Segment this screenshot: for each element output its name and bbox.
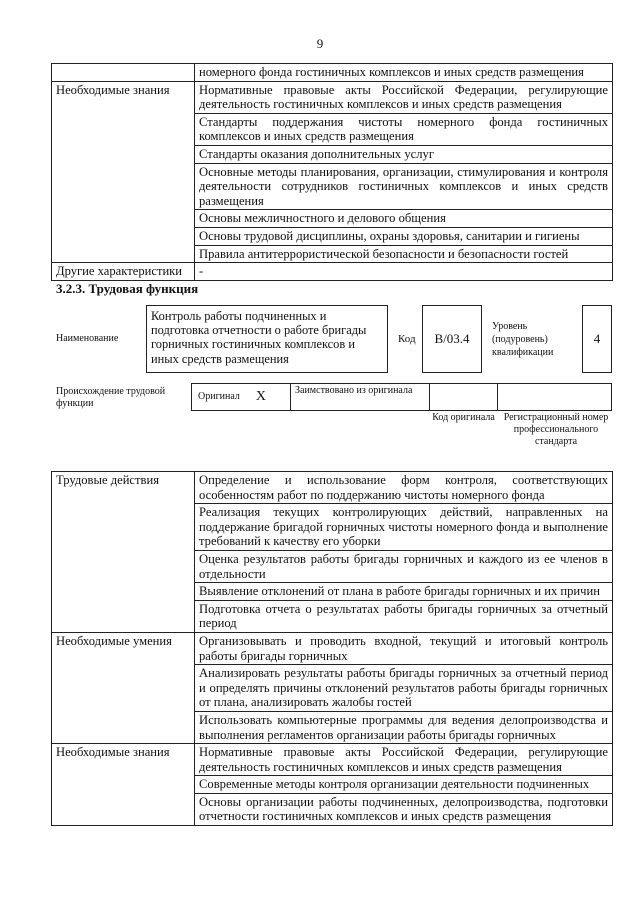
table-row: [52, 472, 613, 504]
row-item: Стандарты оказания дополнительных услуг: [195, 145, 613, 163]
code-caption: Код оригинала: [432, 412, 495, 423]
function-name-box: Контроль работы подчиненных и подготовка отчетности о работе бригады горничных гостиничных комплексов и иных средств размещения: [146, 305, 388, 373]
origin-label: Происхождение трудовой функции: [56, 386, 166, 409]
row-item: Оценка результатов работы бригады горничных и каждого из ее членов в отдельности: [195, 550, 613, 582]
function-code-box: B/03.4: [422, 305, 482, 373]
table-row: [52, 744, 613, 776]
level-box: 4: [582, 305, 612, 373]
original-mark: X: [255, 389, 267, 404]
row-item: Анализировать результаты работы бригады горничных за отчетный период и определять причины отклонений результатов работы бригады горничных от плана, анализировать жалобы гостей: [195, 665, 613, 712]
row-category: Необходимые умения: [52, 632, 195, 743]
row-item: Основные методы планирования, организации, стимулирования и контроля деятельности сотрудников гостиничных комплексов и иных средств размещения: [195, 163, 613, 210]
row-category: [52, 64, 195, 82]
section-title: 3.2.3. Трудовая функция: [56, 281, 199, 296]
level-label: Уровень (подуровень) квалификации: [492, 321, 554, 358]
row-item: Нормативные правовые акты Российской Федерации, регулирующие деятельность гостиничных комплексов и иных средств размещения: [195, 81, 613, 113]
row-item: Стандарты поддержания чистоты номерного фонда гостиничных комплексов и иных средств размещения: [195, 113, 613, 145]
requirements-table-top: [51, 63, 613, 281]
original-label: Оригинал: [198, 391, 240, 402]
row-category: Другие характеристики: [52, 263, 195, 281]
row-item: -: [195, 263, 613, 281]
row-item: Основы организации работы подчиненных, делопроизводства, подготовки отчетности гостиничных комплексов и иных средств размещения: [195, 793, 613, 825]
row-item: Основы межличностного и делового общения: [195, 210, 613, 228]
table-row: [52, 263, 613, 281]
row-item: Основы трудовой дисциплины, охраны здоровья, санитарии и гигиены: [195, 227, 613, 245]
reg-number-cell: [497, 383, 612, 411]
row-item: Подготовка отчета о результатах работы бригады горничных за отчетный период: [195, 600, 613, 632]
table-row: [52, 632, 613, 664]
requirements-table-main: [51, 471, 613, 826]
row-category: Трудовые действия: [52, 472, 195, 633]
row-item: Определение и использование форм контроля, соответствующих особенностям работ по поддержанию чистоты номерного фонда: [195, 472, 613, 504]
original-code-cell: [429, 383, 498, 411]
row-category: Необходимые знания: [52, 744, 195, 826]
borrowed-cell: Заимствовано из оригинала: [290, 383, 430, 411]
row-item: Реализация текущих контролирующих действий, направленных на поддержание бригадой горничных чистоты номерного фонда и выполнение требований к качеству его уборки: [195, 504, 613, 551]
row-item: Современные методы контроля организации деятельности подчиненных: [195, 776, 613, 794]
origin-row: [191, 383, 612, 411]
table-row: [52, 81, 613, 113]
row-item: номерного фонда гостиничных комплексов и иных средств размещения: [195, 64, 613, 82]
table-row: [52, 64, 613, 82]
code-label: Код: [398, 333, 416, 345]
row-item: Организовывать и проводить входной, текущий и итоговый контроль работы бригады горничных: [195, 632, 613, 664]
page-number: 9: [316, 36, 324, 51]
row-category: Необходимые знания: [52, 81, 195, 263]
reg-caption: Регистрационный номер профессионального стандарта: [503, 412, 609, 447]
row-item: Правила антитеррористической безопасности и безопасности гостей: [195, 245, 613, 263]
row-item: Выявление отклонений от плана в работе бригады горничных и их причин: [195, 583, 613, 601]
name-label: Наименование: [56, 333, 119, 344]
row-item: Нормативные правовые акты Российской Федерации, регулирующие деятельность гостиничных комплексов и иных средств размещения: [195, 744, 613, 776]
row-item: Использовать компьютерные программы для ведения делопроизводства и выполнения регламентов организации работы бригады горничных: [195, 711, 613, 743]
original-cell: [191, 383, 291, 411]
